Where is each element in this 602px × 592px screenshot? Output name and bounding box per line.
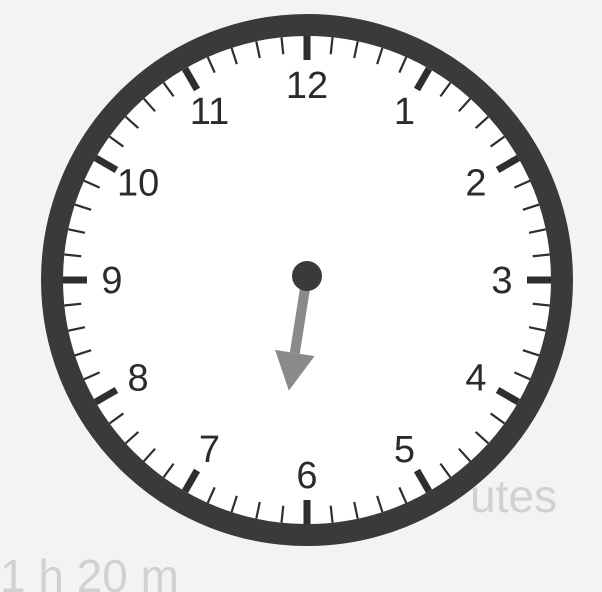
numeral-7: 7 xyxy=(198,428,221,471)
center-pivot xyxy=(292,261,322,291)
numeral-11: 11 xyxy=(189,91,230,134)
numeral-4: 4 xyxy=(465,357,487,400)
numeral-9: 9 xyxy=(101,260,123,302)
background-text-line3: 1 h 20 m xyxy=(0,550,179,592)
numeral-2: 2 xyxy=(465,162,487,205)
numeral-6: 6 xyxy=(296,455,318,497)
numeral-1: 1 xyxy=(393,91,416,134)
numeral-8: 8 xyxy=(127,357,149,400)
numeral-10: 10 xyxy=(116,162,160,205)
numeral-3: 3 xyxy=(491,260,513,302)
background-text-line2: utes xyxy=(470,470,557,522)
numeral-5: 5 xyxy=(393,428,416,471)
numeral-12: 12 xyxy=(285,65,329,107)
